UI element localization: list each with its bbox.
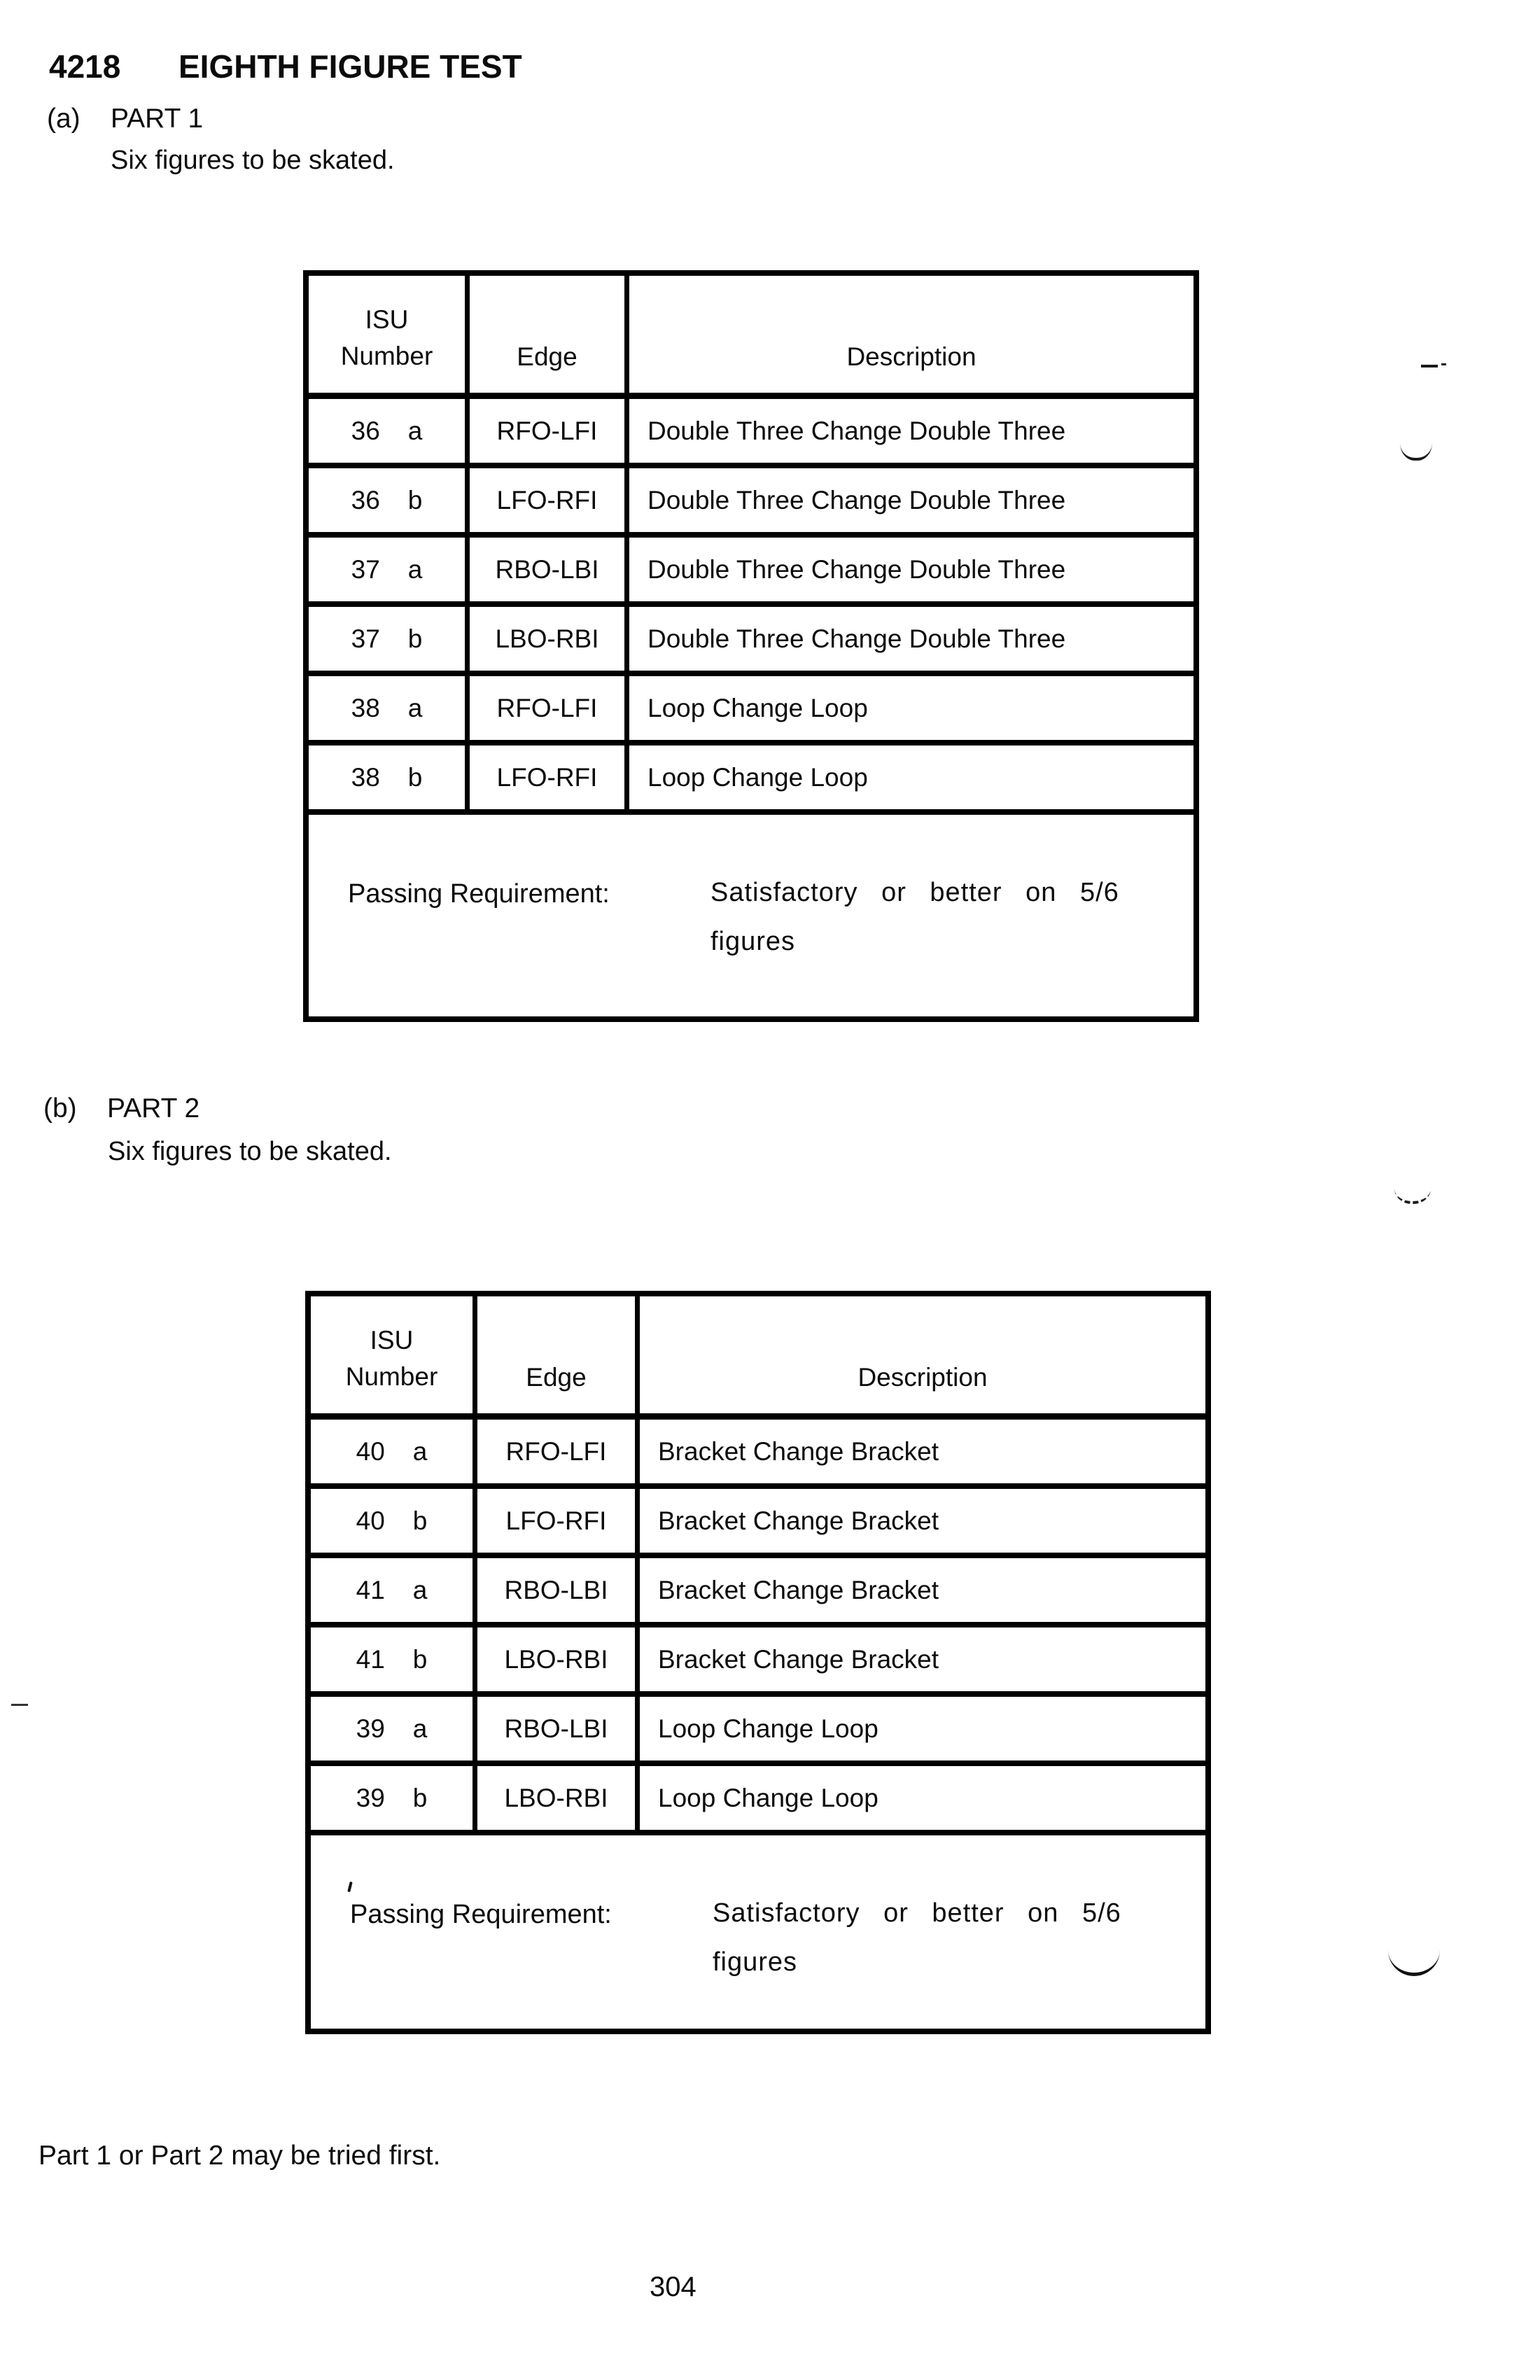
page-heading	[49, 48, 522, 85]
isu-number-cell: 37 a	[309, 538, 470, 607]
page-number: 304	[650, 2272, 696, 2302]
section-a-title: PART 1	[111, 104, 204, 134]
scan-artifact-dash	[1421, 365, 1438, 368]
section-b-heading	[43, 1093, 200, 1124]
header-description: Description	[640, 1296, 1205, 1420]
section-b-subtitle: Six figures to be skated.	[108, 1137, 392, 1166]
section-a-subtitle: Six figures to be skated.	[111, 146, 395, 175]
isu-number-cell: 41 b	[311, 1628, 477, 1697]
passing-requirement-value: Satisfactory or better on 5/6 figures	[710, 878, 1119, 956]
scan-artifact-swoosh	[1388, 1950, 1440, 1976]
page-title: EIGHTH FIGURE TEST	[178, 48, 522, 85]
header-edge: Edge	[477, 1296, 640, 1420]
isu-number-cell: 38 a	[309, 676, 470, 746]
description-cell: Bracket Change Bracket	[640, 1558, 1205, 1628]
header-edge: Edge	[470, 276, 629, 399]
description-cell: Bracket Change Bracket	[640, 1489, 1205, 1558]
passing-requirement-value: Satisfactory or better on 5/6 figures	[713, 1898, 1121, 1977]
isu-number-cell: 36 b	[309, 468, 470, 538]
header-isu-number	[311, 1296, 477, 1420]
edge-cell: LBO-RBI	[470, 607, 629, 676]
section-b-label: (b)	[43, 1093, 77, 1124]
edge-cell: RFO-LFI	[477, 1420, 640, 1489]
description-cell: Double Three Change Double Three	[629, 468, 1194, 538]
isu-number-cell: 39 b	[311, 1766, 477, 1835]
footnote: Part 1 or Part 2 may be tried first.	[38, 2141, 441, 2171]
edge-cell: LFO-RFI	[470, 746, 629, 815]
header-isu-line1: ISU	[365, 305, 409, 334]
edge-cell: LFO-RFI	[470, 468, 629, 538]
isu-number-cell: 36 a	[309, 399, 470, 468]
part1-figures-table	[303, 270, 1199, 1022]
section-a-label: (a)	[47, 104, 80, 134]
description-cell: Double Three Change Double Three	[629, 399, 1194, 468]
rule-number: 4218	[49, 48, 121, 85]
edge-cell: LBO-RBI	[477, 1628, 640, 1697]
passing-requirement-label: Passing Requirement:	[350, 1900, 612, 1929]
description-cell: Loop Change Loop	[629, 676, 1194, 746]
description-cell: Loop Change Loop	[640, 1766, 1205, 1835]
scan-artifact-curve	[1400, 441, 1432, 461]
section-a-heading	[47, 104, 203, 134]
header-isu-line1: ISU	[370, 1326, 414, 1354]
edge-cell: RBO-LBI	[477, 1697, 640, 1766]
isu-number-cell: 40 b	[311, 1489, 477, 1558]
isu-number-cell: 40 a	[311, 1420, 477, 1489]
edge-cell: RBO-LBI	[477, 1558, 640, 1628]
section-b-title: PART 2	[107, 1093, 200, 1124]
passing-requirement	[311, 1835, 1205, 2029]
scan-artifact-curve	[1394, 1186, 1431, 1204]
passing-requirement	[309, 815, 1194, 1016]
edge-cell: LBO-RBI	[477, 1766, 640, 1835]
scan-artifact-dash	[11, 1704, 28, 1706]
scan-artifact-dash	[1441, 363, 1446, 365]
header-isu-line2: Number	[340, 342, 433, 370]
isu-number-cell: 37 b	[309, 607, 470, 676]
header-description: Description	[629, 276, 1194, 399]
isu-number-cell: 39 a	[311, 1697, 477, 1766]
passing-requirement-label: Passing Requirement:	[348, 879, 610, 909]
edge-cell: RFO-LFI	[470, 676, 629, 746]
edge-cell: RFO-LFI	[470, 399, 629, 468]
edge-cell: RBO-LBI	[470, 538, 629, 607]
isu-number-cell: 38 b	[309, 746, 470, 815]
header-isu-line2: Number	[345, 1362, 438, 1391]
description-cell: Loop Change Loop	[640, 1697, 1205, 1766]
description-cell: Double Three Change Double Three	[629, 538, 1194, 607]
description-cell: Bracket Change Bracket	[640, 1628, 1205, 1697]
edge-cell: LFO-RFI	[477, 1489, 640, 1558]
part2-figures-table	[305, 1291, 1211, 2034]
header-isu-number	[309, 276, 470, 399]
description-cell: Bracket Change Bracket	[640, 1420, 1205, 1489]
description-cell: Loop Change Loop	[629, 746, 1194, 815]
isu-number-cell: 41 a	[311, 1558, 477, 1628]
description-cell: Double Three Change Double Three	[629, 607, 1194, 676]
